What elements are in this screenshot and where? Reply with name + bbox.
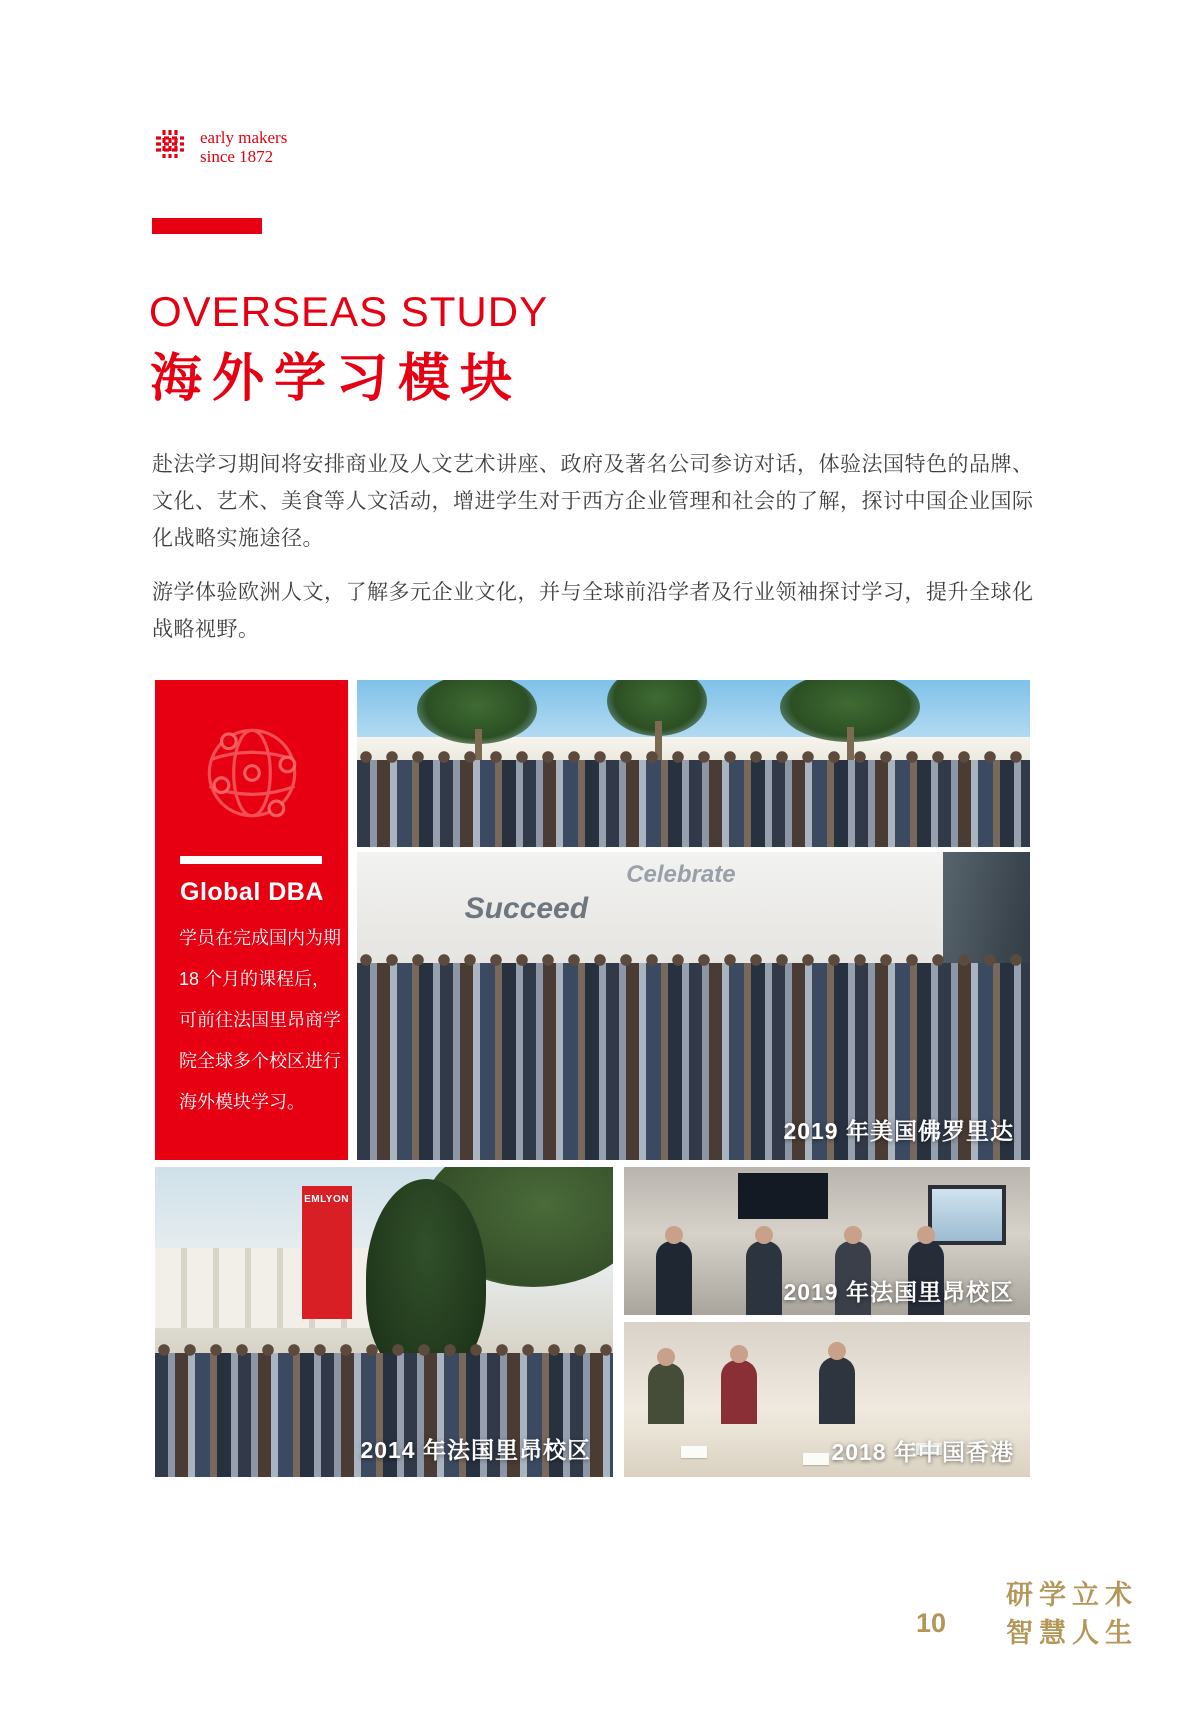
dba-desc-line: 院全球多个校区进行 — [179, 1051, 341, 1071]
person-figure — [656, 1241, 692, 1315]
intro-paragraph-1: 赴法学习期间将安排商业及人文艺术讲座、政府及著名公司参访对话，体验法国特色的品牌、文化、艺术、美食等人文活动，增进学生对于西方企业管理和社会的了解，探讨中国企业国际化战略实施途径。 — [152, 453, 1034, 550]
logo-wordmark — [200, 128, 287, 166]
early-makers-logo — [150, 124, 287, 169]
palm-tree-right-icon — [780, 680, 920, 742]
card-divider — [180, 856, 322, 864]
dba-desc-line: 可前往法国里昂商学 — [179, 1010, 341, 1030]
palm-tree-left-icon — [417, 680, 537, 744]
wall-word-celebrate: Celebrate — [626, 861, 736, 889]
wall-word-succeed: Succeed — [464, 892, 589, 926]
logo-line2: since 1872 — [200, 146, 274, 166]
section-accent-bar — [152, 218, 262, 234]
photo-lyon-campus-2014 — [155, 1167, 613, 1477]
photo-florida-group-outdoor — [357, 680, 1030, 847]
person-figure — [721, 1360, 757, 1434]
paper-sheet — [803, 1453, 829, 1465]
page-title-en: OVERSEAS STUDY — [149, 288, 549, 335]
emlyon-banner-text: EMLYON — [304, 1193, 349, 1205]
photo-florida-indoor — [357, 852, 1030, 1160]
palm-tree-mid-icon — [607, 680, 707, 736]
person-figure — [819, 1357, 855, 1431]
global-dba-description — [179, 918, 347, 1123]
photo-lyon-meeting-2019 — [624, 1167, 1030, 1315]
dba-desc-line: 海外模块学习。 — [179, 1092, 305, 1112]
group-crowd — [357, 760, 1030, 847]
emlyon-banner — [302, 1186, 352, 1319]
global-dba-title: Global DBA — [180, 878, 324, 906]
intro-text — [152, 446, 1054, 665]
dba-desc-line: 学员在完成国内为期 — [179, 928, 341, 948]
logo-line1: early makers — [200, 127, 288, 147]
photo-hongkong-classroom-2018 — [624, 1322, 1030, 1477]
globe-network-icon — [191, 712, 313, 839]
photo-caption-lyon-2014: 2014 年法国里昂校区 — [360, 1437, 591, 1463]
wall-screen — [738, 1173, 828, 1219]
dba-desc-line: 18 个月的课程后， — [179, 969, 331, 989]
paper-sheet — [681, 1446, 707, 1458]
person-figure — [746, 1241, 782, 1315]
slogan-line1: 研学立术 — [1006, 1580, 1138, 1610]
footer-slogan — [1006, 1576, 1138, 1652]
photo-caption-florida-2019: 2019 年美国佛罗里达 — [783, 1118, 1014, 1144]
photo-caption-lyon-2019: 2019 年法国里昂校区 — [783, 1279, 1014, 1305]
intro-paragraph-2: 游学体验欧洲人文，了解多元企业文化，并与全球前沿学者及行业领袖探讨学习，提升全球化战略视野。 — [152, 581, 1034, 641]
photo-caption-hongkong-2018: 2018 年中国香港 — [831, 1439, 1014, 1465]
video-conference-screen — [928, 1185, 1006, 1245]
global-dba-card — [155, 680, 348, 1160]
slogan-line2: 智慧人生 — [1006, 1618, 1138, 1648]
page-number: 10 — [916, 1608, 947, 1638]
early-makers-weave-icon — [150, 124, 190, 169]
page-title-zh: 海外学习模块 — [150, 350, 523, 408]
